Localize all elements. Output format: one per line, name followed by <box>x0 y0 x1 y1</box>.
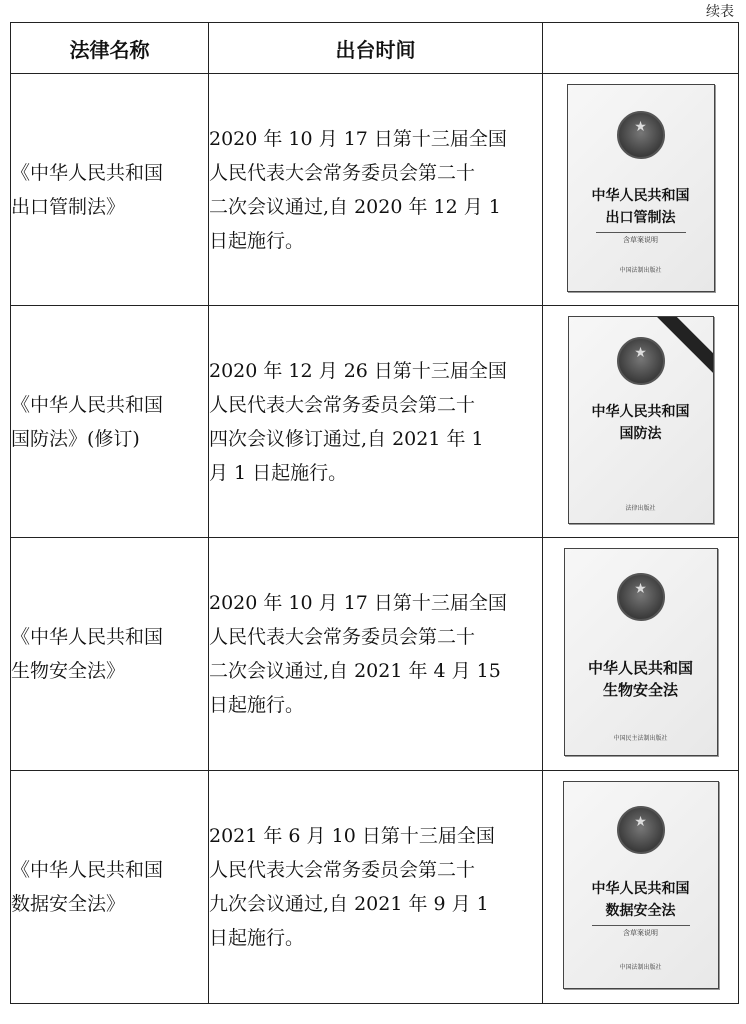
table-row <box>11 74 739 306</box>
law-name-line: 《中华人民共和国 <box>11 859 164 881</box>
issue-time-cell <box>209 74 543 306</box>
book-cover-image <box>564 548 718 756</box>
continued-label: 续表 <box>706 4 734 20</box>
issue-time-line: 2020 年 10 月 17 日第十三届全国 <box>209 127 507 150</box>
cover-cell <box>543 538 739 771</box>
book-cover-image <box>567 84 715 292</box>
national-emblem-icon <box>617 337 665 385</box>
national-emblem-icon <box>617 806 665 854</box>
national-emblem-icon <box>617 111 665 159</box>
header-row <box>11 23 739 74</box>
law-name-line: 数据安全法》 <box>11 893 126 915</box>
issue-time-line: 月 1 日起施行。 <box>209 461 348 484</box>
issue-time-cell <box>209 306 543 538</box>
issue-time-line: 人民代表大会常务委员会第二十 <box>209 161 476 184</box>
issue-time-line: 日起施行。 <box>209 229 305 252</box>
issue-time-line: 二次会议通过,自 2020 年 12 月 1 <box>209 195 501 218</box>
law-name-line: 生物安全法》 <box>11 660 126 682</box>
cover-rule <box>592 925 690 926</box>
cover-rule <box>596 232 686 233</box>
law-name-cell <box>11 74 209 306</box>
issue-time-line: 2021 年 6 月 10 日第十三届全国 <box>209 825 495 847</box>
header-law-name: 法律名称 <box>11 23 209 74</box>
cover-cell <box>543 74 739 306</box>
issue-time-line: 二次会议通过,自 2021 年 4 月 15 <box>209 660 501 682</box>
table-row <box>11 538 739 771</box>
issue-time-line: 四次会议修订通过,自 2021 年 1 <box>209 427 484 450</box>
cover-title: 中华人民共和国 生物安全法 <box>587 659 693 699</box>
cover-publisher: 中国法制出版社 <box>619 266 662 274</box>
law-name-cell <box>11 538 209 771</box>
issue-time-line: 九次会议通过,自 2021 年 9 月 1 <box>209 893 489 915</box>
cover-publisher: 中国民主法制出版社 <box>613 735 668 742</box>
book-cover-image <box>563 781 719 989</box>
law-name-line: 《中华人民共和国 <box>11 626 164 648</box>
cover-cell <box>543 771 739 1004</box>
table-row <box>11 306 739 538</box>
header-issue-time: 出台时间 <box>209 23 543 74</box>
law-name-line: 《中华人民共和国 <box>11 161 164 184</box>
cover-title: 中华人民共和国 数据安全法 <box>591 881 690 919</box>
law-name-cell <box>11 771 209 1004</box>
cover-publisher: 法律出版社 <box>625 504 656 512</box>
cover-cell <box>543 306 739 538</box>
cover-subtitle: 含草案说明 <box>623 929 658 937</box>
issue-time-line: 2020 年 10 月 17 日第十三届全国 <box>209 592 507 614</box>
law-name-line: 出口管制法》 <box>11 195 126 218</box>
header-cover <box>543 23 739 74</box>
cover-title: 中华人民共和国 国防法 <box>591 403 690 442</box>
cover-publisher: 中国法制出版社 <box>619 964 662 971</box>
issue-time-cell <box>209 538 543 771</box>
issue-time-line: 人民代表大会常务委员会第二十 <box>209 393 476 416</box>
issue-time-line: 人民代表大会常务委员会第二十 <box>209 859 476 881</box>
issue-time-cell <box>209 771 543 1004</box>
law-name-line: 国防法》(修订) <box>11 427 140 450</box>
cover-subtitle: 含草案说明 <box>623 235 658 244</box>
table-row <box>11 771 739 1004</box>
national-emblem-icon <box>617 573 665 621</box>
cover-title: 中华人民共和国 出口管制法 <box>591 187 690 226</box>
law-name-cell <box>11 306 209 538</box>
issue-time-line: 人民代表大会常务委员会第二十 <box>209 626 476 648</box>
law-table <box>10 22 739 1004</box>
issue-time-line: 日起施行。 <box>209 927 305 949</box>
law-name-line: 《中华人民共和国 <box>11 393 164 416</box>
issue-time-line: 2020 年 12 月 26 日第十三届全国 <box>209 359 507 382</box>
book-cover-image <box>568 316 714 524</box>
issue-time-line: 日起施行。 <box>209 694 305 716</box>
